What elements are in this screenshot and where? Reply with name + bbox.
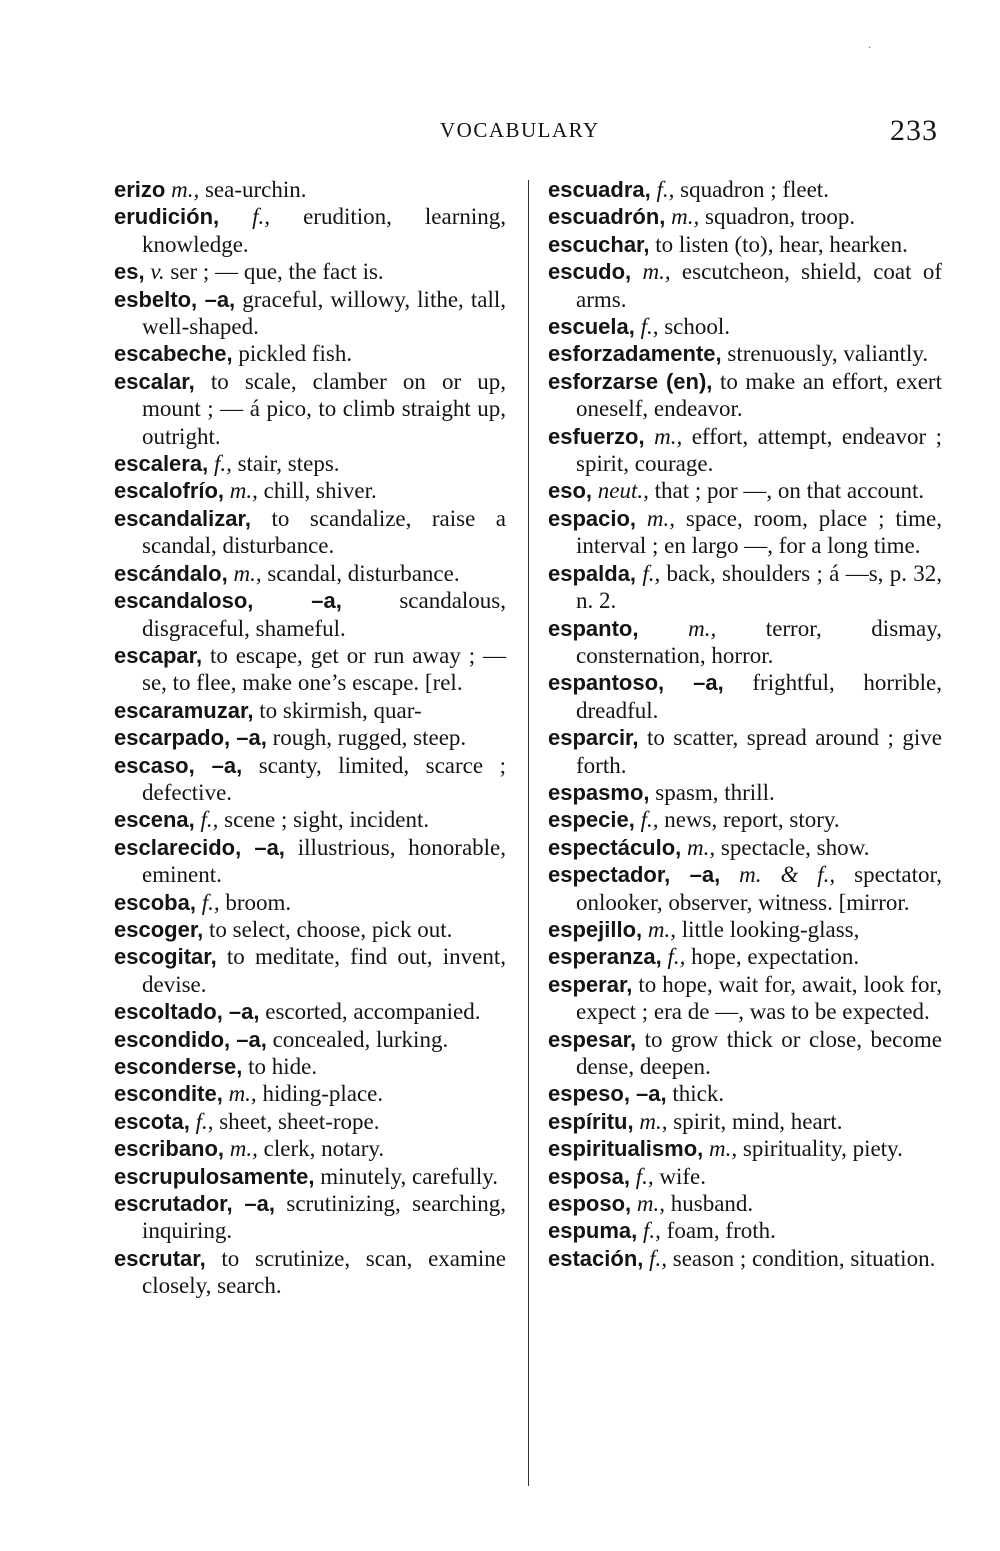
definition: spirit, mind, heart.	[667, 1108, 843, 1134]
vocab-entry	[114, 1190, 506, 1245]
headword: escoltado, –a,	[114, 999, 260, 1025]
headword: espectáculo,	[548, 834, 682, 860]
headword: escoba,	[114, 889, 196, 915]
definition: that ; por —, on that account.	[648, 478, 925, 504]
vocab-entry	[114, 340, 506, 367]
definition: hiding-place.	[256, 1081, 384, 1107]
grammar-label: m.,	[171, 177, 200, 202]
vocab-entry	[548, 1245, 942, 1272]
headword: escarpado, –a,	[114, 725, 267, 751]
headword: espeso, –a,	[548, 1081, 667, 1107]
definition: erudition, learning, knowledge.	[142, 204, 506, 257]
headword: escoger,	[114, 916, 204, 942]
definition: to meditate, find out, invent, devise.	[142, 944, 506, 997]
definition: pickled fish.	[238, 341, 353, 367]
print-speck: ․	[868, 40, 872, 51]
headword: espantoso, –a,	[548, 670, 724, 696]
grammar-label: f.,	[667, 944, 686, 970]
vocab-entry	[114, 1053, 506, 1080]
definition: to make an effort, exert oneself, endeavor.	[576, 368, 942, 422]
definition: season ; condition, situation.	[667, 1245, 936, 1271]
grammar-label: m.,	[671, 204, 700, 230]
grammar-label: f.,	[642, 560, 661, 586]
vocab-entry	[114, 1080, 506, 1107]
definition: stair, steps.	[231, 451, 340, 477]
vocab-entry	[114, 889, 506, 916]
headword: esfuerzo,	[548, 423, 645, 449]
headword: escalera,	[114, 451, 209, 477]
headword: escaso, –a,	[114, 752, 243, 778]
page-header	[0, 114, 1000, 148]
vocab-entry	[548, 615, 942, 670]
definition: sheet, sheet-rope.	[213, 1108, 380, 1134]
headword: escota,	[114, 1108, 190, 1134]
vocab-entry	[548, 779, 942, 806]
grammar-label: m.,	[229, 1136, 258, 1162]
headword: especie,	[548, 807, 635, 833]
vocab-entry	[114, 752, 506, 807]
definition: thick.	[672, 1081, 725, 1107]
vocab-entry	[548, 1026, 942, 1081]
headword: espalda,	[548, 560, 637, 586]
definition: to select, choose, pick out.	[209, 916, 453, 942]
definition: space, room, place ; time, interval ; en largo —, for a long time.	[576, 505, 942, 559]
definition: spirituality, piety.	[737, 1136, 903, 1162]
definition: illustrious, honorable, eminent.	[142, 834, 507, 888]
vocab-entry	[114, 203, 506, 258]
grammar-label: m.,	[646, 505, 676, 531]
vocab-entry	[548, 258, 942, 313]
definition: concealed, lurking.	[272, 1026, 449, 1052]
headword: escrutar,	[114, 1245, 206, 1271]
definition: foam, froth.	[660, 1218, 776, 1244]
vocab-entry	[548, 560, 942, 615]
grammar-label: m.,	[709, 1136, 738, 1162]
vocab-entry	[548, 340, 942, 367]
vocab-entry	[548, 861, 942, 916]
grammar-label: m.,	[228, 1081, 257, 1107]
vocab-entry	[114, 1108, 506, 1135]
vocab-entry	[548, 971, 942, 1026]
headword: escandaloso, –a,	[114, 588, 342, 614]
headword: espesar,	[548, 1026, 637, 1052]
definition: graceful, willowy, lithe, tall, well-shaped.	[142, 286, 506, 340]
grammar-label: f.,	[640, 314, 659, 340]
definition: news, report, story.	[658, 807, 840, 833]
definition: strenuously, valiantly.	[727, 341, 929, 367]
vocab-entry	[548, 834, 942, 861]
headword: escuadra,	[548, 177, 651, 202]
definition: to escape, get or run away ; —se, to flee, make one’s escape. [rel.	[142, 642, 507, 696]
headword: espuma,	[548, 1218, 638, 1244]
definition: scandal, disturbance.	[261, 560, 460, 586]
headword: esbelto, –a,	[114, 286, 236, 312]
running-head: VOCABULARY	[440, 118, 600, 142]
headword: escalar,	[114, 368, 195, 394]
grammar-label: m.,	[688, 615, 717, 641]
vocab-entry	[548, 806, 942, 833]
definition: escutcheon, shield, coat of arms.	[576, 259, 942, 312]
vocab-entry	[114, 642, 506, 697]
vocab-entry	[114, 587, 506, 642]
grammar-label: m.,	[639, 1108, 668, 1134]
definition: to hide.	[248, 1054, 318, 1079]
definition: frightful, horrible, dreadful.	[576, 670, 942, 723]
headword: esconderse,	[114, 1054, 243, 1079]
definition: school.	[658, 314, 731, 340]
headword: espanto,	[548, 615, 639, 641]
left-column	[114, 176, 506, 1300]
headword: escandalizar,	[114, 505, 251, 531]
grammar-label: m.,	[647, 916, 677, 942]
definition: chill, shiver.	[257, 478, 377, 504]
vocab-entry	[114, 450, 506, 477]
headword: estación,	[548, 1245, 644, 1271]
grammar-label: f.,	[635, 1163, 654, 1189]
definition: to listen (to), hear, hearken.	[655, 231, 908, 257]
headword: espectador, –a,	[548, 862, 721, 888]
headword: espasmo,	[548, 779, 650, 805]
headword: escondite,	[114, 1081, 223, 1107]
headword: escogitar,	[114, 944, 217, 970]
definition: scrutinizing, searching, inquiring.	[142, 1191, 506, 1244]
definition: rough, rugged, steep.	[272, 725, 467, 751]
vocab-entry	[114, 176, 506, 203]
vocab-entry	[114, 505, 506, 560]
vocab-entry	[548, 203, 942, 230]
headword: erudición,	[114, 204, 220, 230]
definition: effort, attempt, endeavor ; spirit, courage.	[576, 423, 942, 477]
definition: scanty, limited, scarce ; defective.	[142, 752, 506, 805]
vocab-entry	[548, 943, 942, 970]
headword: esperanza,	[548, 944, 662, 970]
vocab-entry	[114, 834, 506, 889]
headword: escaramuzar,	[114, 697, 254, 723]
vocab-entry	[114, 560, 506, 587]
vocab-entry	[548, 231, 942, 258]
vocab-entry	[548, 724, 942, 779]
vocab-entry	[114, 1163, 506, 1190]
definition: ser ; — que, the fact is.	[164, 259, 384, 285]
grammar-label: f.,	[649, 1245, 668, 1271]
definition: broom.	[219, 889, 292, 915]
vocab-entry	[548, 669, 942, 724]
grammar-label: v.	[150, 259, 165, 285]
definition: scene ; sight, incident.	[218, 807, 430, 833]
vocab-entry	[548, 505, 942, 560]
definition: hope, expectation.	[685, 944, 860, 970]
headword: escena,	[114, 807, 195, 833]
vocab-entry	[114, 697, 506, 724]
headword: escribano,	[114, 1136, 225, 1162]
definition: squadron ; fleet.	[674, 177, 829, 202]
definition: to scrutinize, scan, examine closely, search.	[142, 1245, 506, 1299]
vocab-entry	[548, 176, 942, 203]
grammar-label: m.,	[636, 1191, 666, 1217]
definition: back, shoulders ; á —s, p. 32, n. 2.	[576, 560, 942, 614]
headword: esperar,	[548, 971, 633, 997]
headword: escondido, –a,	[114, 1026, 267, 1052]
definition: spectacle, show.	[715, 834, 870, 860]
headword: escrutador, –a,	[114, 1191, 275, 1217]
headword: escrupulosamente,	[114, 1163, 315, 1189]
headword: escabeche,	[114, 341, 233, 367]
definition: spectator, onlooker, observer, witness. [mirror.	[576, 862, 942, 915]
grammar-label: m.,	[642, 259, 671, 285]
vocab-entry	[548, 1135, 942, 1162]
vocab-entry	[548, 1217, 942, 1244]
vocab-entry	[114, 806, 506, 833]
headword: esposo,	[548, 1191, 632, 1217]
vocab-entry	[548, 423, 942, 478]
grammar-label: f.,	[201, 889, 220, 915]
headword: escapar,	[114, 642, 203, 668]
grammar-label: f.,	[200, 807, 219, 833]
grammar-label: f.,	[195, 1108, 214, 1134]
definition: minutely, carefully.	[320, 1163, 499, 1189]
definition: little looking-glass,	[676, 916, 860, 942]
grammar-label: neut.,	[597, 478, 649, 504]
headword: esparcir,	[548, 725, 639, 751]
grammar-label: m.,	[654, 423, 683, 449]
vocab-entry	[114, 916, 506, 943]
headword: esposa,	[548, 1163, 630, 1189]
definition: to hope, wait for, await, look for, expect ; era de —, was to be expected.	[576, 971, 942, 1025]
definition: clerk, notary.	[257, 1136, 385, 1162]
grammar-label: m.,	[229, 478, 258, 504]
vocab-entry	[548, 313, 942, 340]
definition: wife.	[653, 1163, 706, 1189]
vocab-entry	[548, 1163, 942, 1190]
headword: esforzarse (en),	[548, 368, 713, 394]
vocab-entry	[548, 916, 942, 943]
vocab-entry	[548, 1080, 942, 1107]
grammar-label: m.,	[687, 834, 716, 860]
headword: es,	[114, 259, 145, 285]
definition: sea-urchin.	[199, 177, 307, 202]
definition: to skirmish, quar-	[259, 697, 422, 723]
headword: escuchar,	[548, 231, 650, 257]
column-divider	[528, 180, 529, 1486]
headword: escalofrío,	[114, 478, 225, 504]
vocab-entry	[114, 286, 506, 341]
headword: espejillo,	[548, 916, 643, 942]
headword: esforzadamente,	[548, 341, 722, 367]
definition: escorted, accompanied.	[265, 999, 481, 1025]
page-number: 233	[890, 114, 938, 147]
vocab-entry	[114, 258, 506, 285]
headword: espíritu,	[548, 1108, 634, 1134]
definition: spasm, thrill.	[655, 779, 775, 805]
headword: escuadrón,	[548, 204, 666, 230]
vocab-entry	[548, 1108, 942, 1135]
grammar-label: f.,	[640, 807, 659, 833]
vocab-entry	[548, 477, 942, 504]
grammar-label: f.,	[213, 451, 232, 477]
headword: espacio,	[548, 505, 637, 531]
headword: eso,	[548, 478, 593, 504]
vocab-entry	[114, 1135, 506, 1162]
grammar-label: m. & f.,	[739, 862, 836, 888]
definition: scandalous, disgraceful, shameful.	[142, 588, 506, 641]
grammar-label: f.,	[656, 177, 675, 202]
vocab-entry	[114, 368, 506, 450]
vocab-entry	[114, 477, 506, 504]
headword: erizo	[114, 177, 166, 202]
definition: to scale, clamber on or up, mount ; — á pico, to climb straight up, outright.	[142, 368, 506, 449]
headword: espiritualismo,	[548, 1136, 704, 1162]
definition: to grow thick or close, become dense, deepen.	[576, 1026, 942, 1079]
grammar-label: f.,	[252, 204, 271, 230]
grammar-label: m.,	[233, 560, 262, 586]
grammar-label: f.,	[643, 1218, 661, 1244]
vocab-entry	[114, 724, 506, 751]
headword: esclarecido, –a,	[114, 834, 285, 860]
right-column	[548, 176, 942, 1272]
vocab-entry	[114, 1026, 506, 1053]
definition: terror, dismay, consternation, horror.	[576, 615, 943, 668]
vocab-entry	[548, 368, 942, 423]
headword: escuela,	[548, 314, 635, 340]
definition: to scandalize, raise a scandal, disturbance.	[142, 505, 506, 559]
vocab-entry	[114, 943, 506, 998]
definition: husband.	[665, 1191, 754, 1217]
headword: escudo,	[548, 259, 632, 285]
headword: escándalo,	[114, 560, 228, 586]
definition: squadron, troop.	[699, 204, 856, 230]
vocab-entry	[114, 1245, 506, 1300]
vocab-entry	[114, 998, 506, 1025]
definition: to scatter, spread around ; give forth.	[576, 725, 943, 778]
vocab-entry	[548, 1190, 942, 1217]
